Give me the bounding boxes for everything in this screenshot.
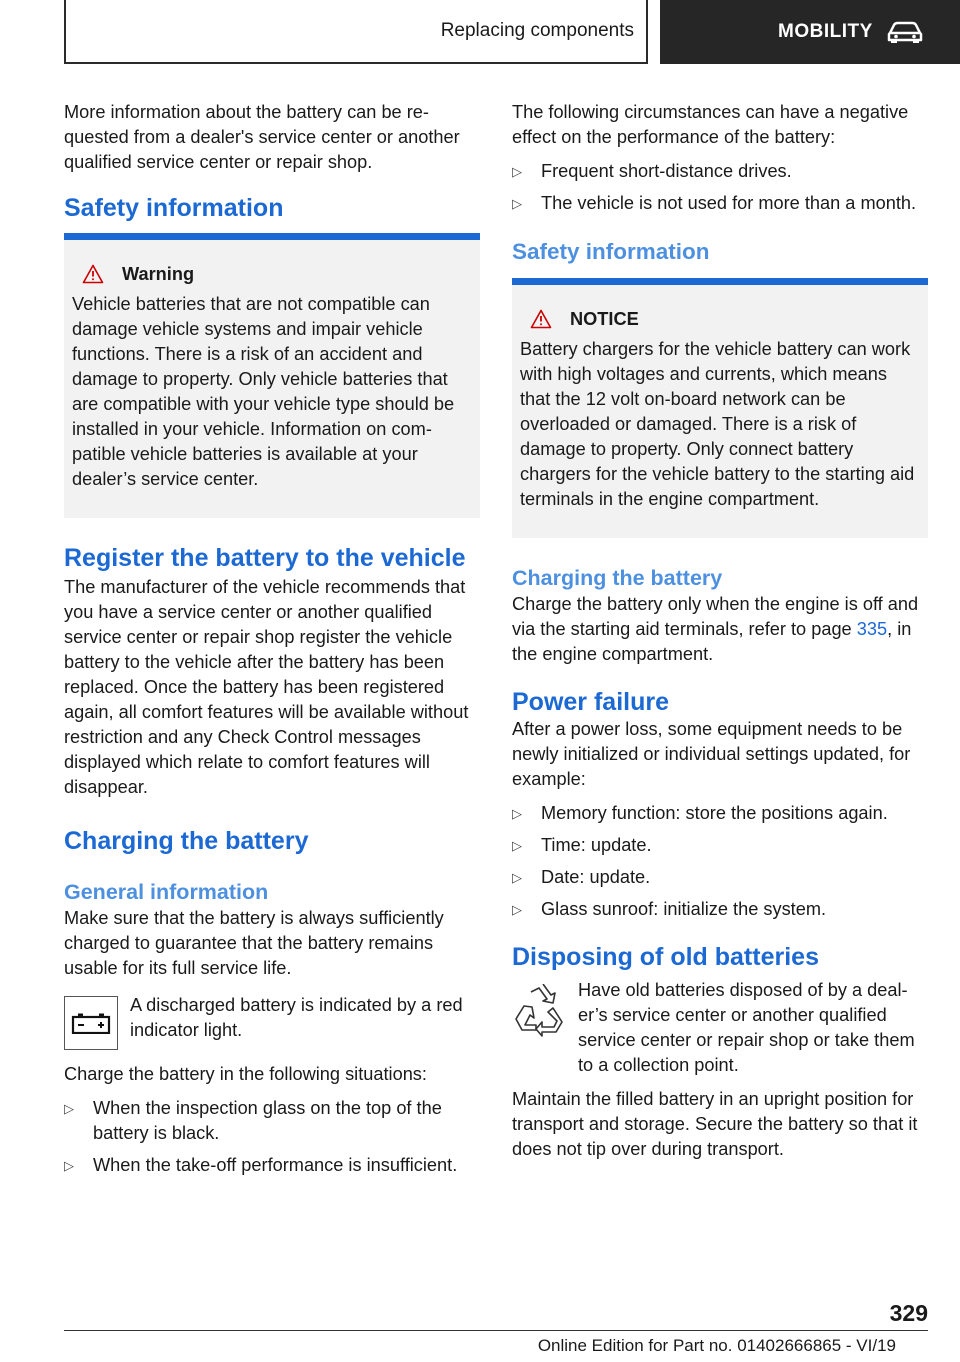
power-list — [512, 801, 928, 922]
warning-body: Vehicle batteries that are not compatible can damage vehicle systems and impair vehicle functions. There is a risk of an accident and damage to property. Only vehicle batteries that are compatible with your vehicle type should be installed in your vehicle. Information on compatible vehicle batteries is available at your dealer’s service center. — [72, 294, 455, 489]
bullet-triangle-icon: ▷ — [512, 838, 522, 853]
indicator-text: A discharged battery is indicated by a red indicator light. — [130, 995, 463, 1040]
power-intro: After a power loss, some equipment needs to be newly initialized or individual settings updated, for example: — [512, 719, 911, 789]
list-item: ▷ The vehicle is not used for more than a month. — [512, 191, 928, 216]
footer-edition: Online Edition for Part no. 01402666865 - VI/19 — [537, 1336, 896, 1355]
charging-heading-right: Charging the battery — [512, 566, 723, 590]
general-info-heading: General information — [64, 880, 269, 904]
bullet-triangle-icon: ▷ — [512, 196, 522, 211]
bullet-triangle-icon: ▷ — [512, 902, 522, 917]
situations-intro: Charge the battery in the following situations: — [64, 1064, 427, 1084]
disposing-paragraph: Maintain the filled battery in an upright position for transport and storage. Secure the battery so that it does not tip over during transport. — [512, 1089, 918, 1159]
list-item: ▷ When the inspection glass on the top of the battery is black. — [64, 1098, 442, 1143]
circumstances-list — [512, 159, 928, 216]
warning-triangle-icon — [530, 309, 552, 329]
power-failure-heading: Power failure — [512, 688, 669, 716]
safety-info-heading: Safety information — [64, 194, 284, 222]
bullet-triangle-icon: ▷ — [64, 1158, 74, 1173]
charging-heading: Charging the battery — [64, 827, 309, 855]
header-chapter-title: MOBILITY — [778, 21, 873, 42]
situations-list — [64, 1096, 480, 1178]
bullet-triangle-icon: ▷ — [512, 806, 522, 821]
list-item: ▷ Frequent short-distance drives. — [512, 159, 928, 184]
notice-title: NOTICE — [570, 308, 639, 329]
header-chapter-tab — [660, 0, 960, 64]
safety-info-heading-right: Safety information — [512, 239, 710, 264]
list-item: ▷ When the take-off performance is insufficient. — [64, 1153, 480, 1178]
bullet-triangle-icon: ▷ — [64, 1101, 74, 1116]
intro-paragraph: More information about the battery can be requested from a dealer's service center or another qualified service center or repair shop. — [64, 102, 460, 172]
footer-divider — [64, 1330, 928, 1331]
heading-divider — [64, 233, 480, 240]
disposing-row — [512, 978, 928, 1087]
page-reference-link[interactable]: 335 — [856, 619, 888, 639]
notice-header — [520, 305, 920, 333]
list-item: ▷ Memory function: store the positions again. — [512, 801, 928, 826]
warning-title: Warning — [122, 263, 195, 284]
list-item: ▷ Date: update. — [512, 865, 928, 890]
disposing-text: Have old batteries disposed of by a dealer’s service center or another qualified service center or repair shop or take them to a collection point. — [578, 980, 915, 1075]
battery-indicator-icon — [64, 996, 118, 1050]
page-number: 329 — [889, 1300, 928, 1326]
bullet-triangle-icon: ▷ — [512, 870, 522, 885]
right-column — [512, 100, 928, 1171]
car-icon — [887, 21, 923, 43]
notice-box — [512, 285, 928, 538]
notice-body: Battery chargers for the vehicle battery can work with high voltages and currents, which means that the 12 volt on-board network can be overloaded or damaged. There is a risk of damage to property. Only connect battery chargers for the vehicle battery to the starting aid terminals in the engine compartment. — [520, 339, 915, 509]
register-heading: Register the battery to the vehicle — [64, 544, 466, 572]
header-section-tab — [64, 0, 648, 64]
left-column — [64, 100, 480, 1186]
bullet-triangle-icon: ▷ — [512, 164, 522, 179]
circumstances-intro: The following circumstances can have a negative effect on the performance of the battery: — [512, 102, 909, 147]
warning-header — [72, 260, 472, 288]
register-paragraph: The manufacturer of the vehicle recommends that you have a service center or another qualified service center or repair shop register the vehicle battery to the vehicle after the battery has been replaced. Once the battery has been registered again, all comfort features will be available without restriction and any Check Control messages displayed which relate to comfort features will disappear. — [64, 577, 469, 797]
recycle-icon — [512, 984, 566, 1038]
header-section-title: Replacing components — [440, 20, 634, 41]
list-item: ▷ Glass sunroof: initialize the system. — [512, 897, 928, 922]
indicator-row — [64, 993, 480, 1050]
general-paragraph: Make sure that the battery is always sufficiently charged to guarantee that the battery remains usable for its full service life. — [64, 908, 444, 978]
list-item: ▷ Time: update. — [512, 833, 928, 858]
charging-paragraph: Charge the battery only when the engine is off and via the starting aid terminals, refer to page 335, in the engine compartment. — [512, 594, 919, 664]
warning-box — [64, 240, 480, 518]
disposing-heading: Disposing of old batteries — [512, 943, 819, 971]
warning-triangle-icon — [82, 264, 104, 284]
heading-divider — [512, 278, 928, 285]
